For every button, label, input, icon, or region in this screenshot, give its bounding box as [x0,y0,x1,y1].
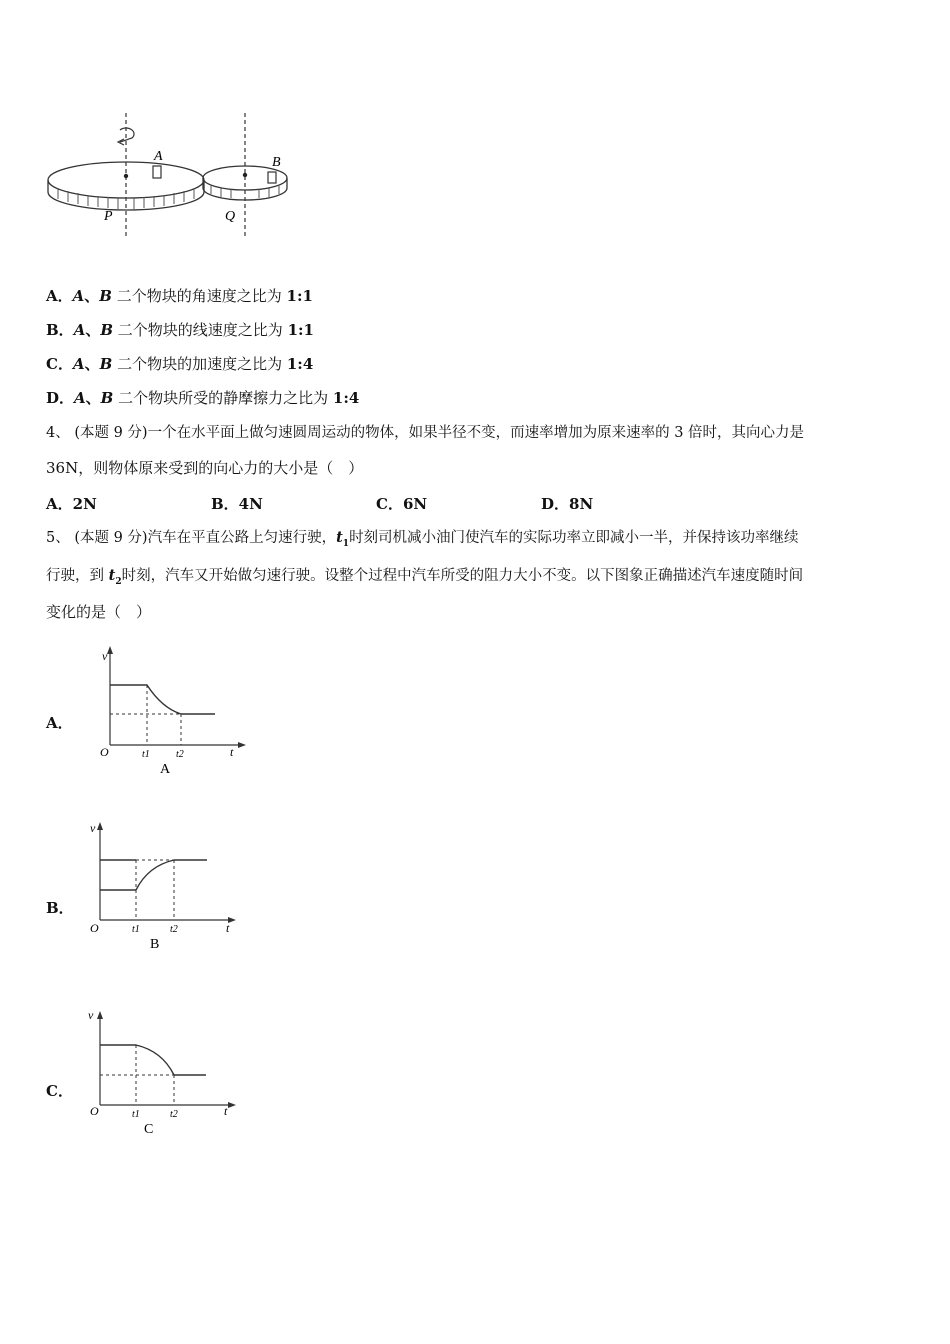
q3-option-b: B．A、B 二个物块的线速度之比为 1:1 [46,321,314,339]
graph-b-origin: O [90,921,99,935]
label-a: A [154,149,163,164]
q3-option-c: C．A、B 二个物块的加速度之比为 1:4 [46,355,314,373]
graph-b-axis-t: t [226,921,230,935]
q5-stem-line1: 5、 (本题 9 分)汽车在平直公路上匀速行驶，$t_1$时刻司机减小油门使汽车的实际功率立即减小一半，并保持该功率继续 [46,529,799,549]
q4-stem-line1: 4、 (本题 9 分)一个在水平面上做匀速圆周运动的物体，如果半径不变，而速率增加为原来速率的 3 倍时，其向心力是 [46,425,805,441]
graph-b-t2: t2 [170,924,178,935]
graph-b-axis-v: v [90,821,96,835]
graph-c [82,1005,242,1145]
graph-b-option-label: B． [46,899,74,917]
q4-option-d: D．8N [541,495,594,513]
graph-a-origin: O [100,745,109,759]
graph-c-axis-v: v [88,1008,94,1022]
q5-stem-line2: 行驶，到 $t_2$时刻，汽车又开始做匀速行驶。设整个过程中汽车所受的阻力大小不变。以下图象正确描述汽车速度随时间 [46,567,804,587]
graph-c-t1: t1 [132,1109,140,1120]
graph-b-t1: t1 [132,924,140,935]
q4-option-a: A．2N [46,495,97,513]
graph-c-axis-t: t [224,1104,228,1118]
label-p: P [104,209,113,224]
graph-a-t2: t2 [176,749,184,760]
graph-c-caption: C [144,1122,154,1137]
graph-a-t1: t1 [142,749,150,760]
graph-c-origin: O [90,1104,99,1118]
graph-a-option-label: A． [46,714,73,732]
graph-a-caption: A [160,762,171,777]
q4-options [46,494,593,514]
graph-c-option-label: C． [46,1082,73,1100]
q4-stem-line2: 36N，则物体原来受到的向心力的大小是（ ） [46,459,364,477]
disc-figure [40,108,310,248]
graph-b-caption: B [150,937,160,952]
q3-option-d: D．A、B 二个物块所受的静摩擦力之比为 1:4 [46,389,360,407]
label-q: Q [225,209,236,224]
label-b: B [272,155,281,170]
q4-option-c: C．6N [376,495,428,513]
graph-a [90,640,250,780]
q3-option-a: A．A、B 二个物块的角速度之比为 1:1 [46,287,313,305]
graph-a-axis-v: v [102,649,108,663]
graph-c-t2: t2 [170,1109,178,1120]
q4-option-b: B．4N [211,495,263,513]
graph-b [82,818,242,958]
q5-stem-line3: 变化的是（ ） [46,603,152,621]
graph-a-axis-t: t [230,745,234,759]
